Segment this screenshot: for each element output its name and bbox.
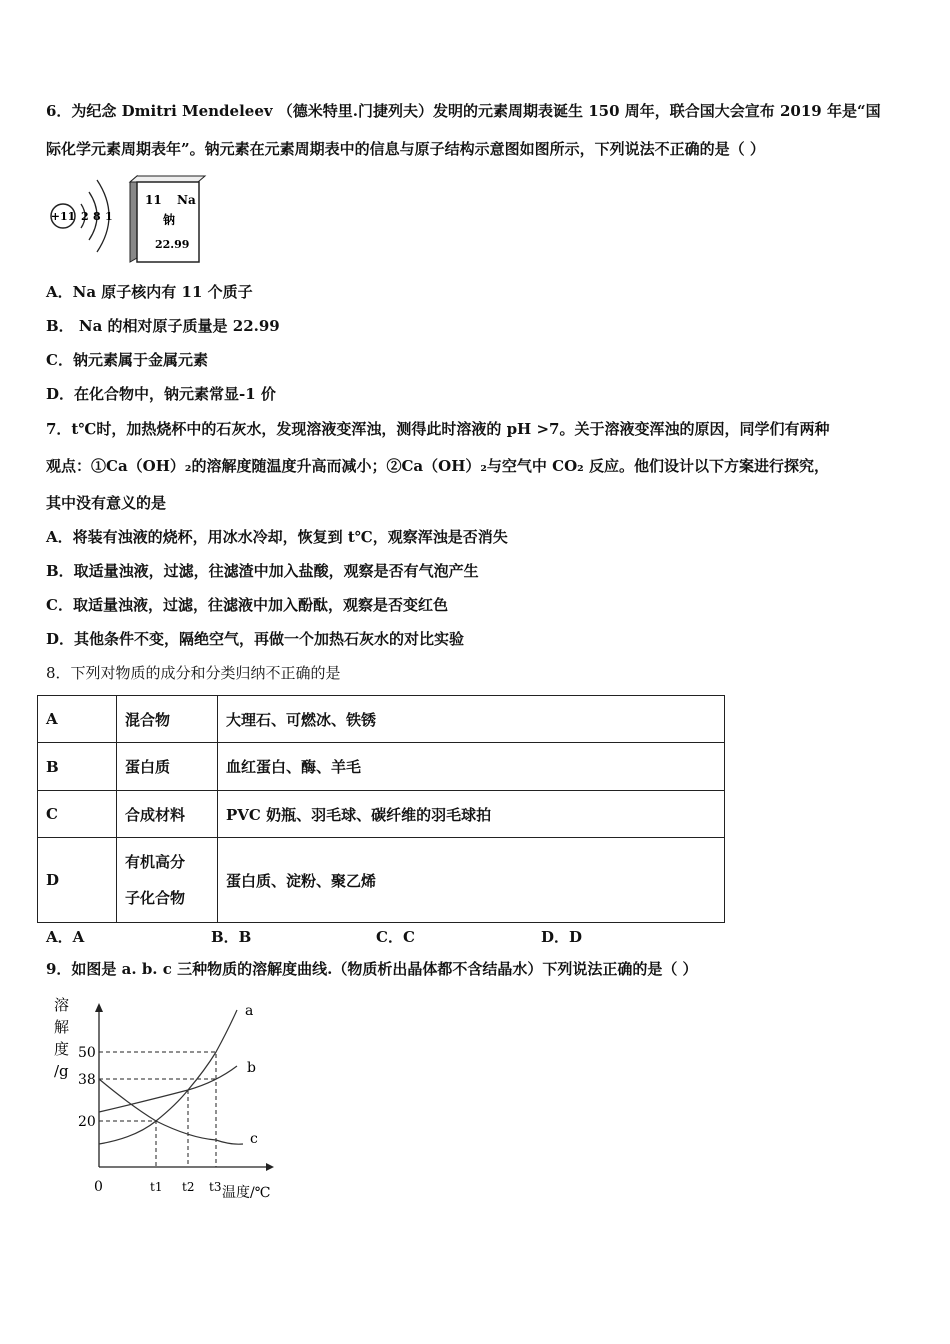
x-label: 温度/℃	[222, 1185, 271, 1201]
cell: A	[38, 696, 117, 743]
element-name: 钠	[163, 213, 176, 227]
q6-stem-line1: 6．为纪念 Dmitri Mendeleev （德米特里.门捷列夫）发明的元素周期表诞生 150 周年，联合国大会宣布 2019 年是“国	[46, 102, 881, 120]
cell: D	[38, 838, 117, 923]
q6-option-d: D．在化合物中，钠元素常显-1 价	[46, 385, 276, 403]
cell: 混合物	[117, 696, 218, 743]
q6-option-b: B． Na 的相对原子质量是 22.99	[46, 317, 280, 335]
table-row	[38, 743, 725, 791]
q6-stem-line2: 际化学元素周期表年”。钠元素在元素周期表中的信息与原子结构示意图如图所示，下列说法不正确的是（ ）	[46, 140, 765, 158]
x-tick: t1	[150, 1180, 163, 1194]
x-tick: t2	[182, 1180, 195, 1194]
cell-line: 子化合物	[125, 889, 186, 907]
q8-table	[37, 695, 725, 923]
table-row	[38, 696, 725, 743]
nucleus-charge: +11	[50, 210, 76, 223]
element-symbol: Na	[177, 193, 196, 207]
x-tick: 0	[94, 1179, 103, 1195]
curve-c	[99, 1079, 243, 1144]
q7-option-d: D．其他条件不变，隔绝空气，再做一个加热石灰水的对比实验	[46, 630, 465, 648]
q8-answer-c: C．C	[376, 928, 415, 946]
y-label-char: 解	[54, 1018, 70, 1036]
y-label-char: /g	[54, 1062, 69, 1080]
table-row	[38, 791, 725, 838]
q7-stem-line2: 观点：①Ca（OH）₂的溶解度随温度升高而减小；②Ca（OH）₂与空气中 CO₂ 反应。他们设计以下方案进行探究，	[46, 457, 829, 475]
shell-1: 2	[81, 210, 89, 223]
cell: C	[38, 791, 117, 838]
cell-line: 有机高分	[125, 853, 186, 871]
q8-answer-b: B．B	[211, 928, 252, 946]
cell: 蛋白质	[117, 743, 218, 791]
cell: 血红蛋白、酶、羊毛	[218, 743, 725, 791]
q7-option-c: C．取适量浊液，过滤，往滤液中加入酚酞，观察是否变红色	[46, 596, 448, 614]
cell: PVC 奶瓶、羽毛球、碳纤维的羽毛球拍	[218, 791, 725, 838]
q7-option-b: B．取适量浊液，过滤，往滤渣中加入盐酸，观察是否有气泡产生	[46, 562, 479, 580]
cell: 蛋白质、淀粉、聚乙烯	[218, 838, 725, 923]
cell: 合成材料	[117, 791, 218, 838]
cell: B	[38, 743, 117, 791]
q7-stem-line1: 7．t℃时，加热烧杯中的石灰水，发现溶液变浑浊，测得此时溶液的 pH >7。关于溶液变浑浊的原因，同学们有两种	[46, 420, 830, 438]
y-label-char: 溶	[54, 996, 70, 1014]
cell	[117, 838, 218, 923]
y-label-char: 度	[54, 1040, 70, 1058]
q8-answer-d: D．D	[541, 928, 583, 946]
curve-label-b: b	[247, 1060, 256, 1076]
y-tick: 20	[78, 1114, 96, 1130]
q6-option-a: A．Na 原子核内有 11 个质子	[46, 283, 253, 301]
q7-option-a: A．将装有浊液的烧杯，用冰水冷却，恢复到 t℃，观察浑浊是否消失	[46, 528, 508, 546]
q7-stem-line3: 其中没有意义的是	[46, 494, 167, 512]
table-row	[38, 838, 725, 923]
sodium-figure	[45, 172, 215, 267]
atomic-number: 11	[145, 193, 162, 207]
curve-label-a: a	[245, 1003, 254, 1019]
curve-label-c: c	[250, 1131, 258, 1147]
solubility-graph	[40, 990, 290, 1205]
cell: 大理石、可燃冰、铁锈	[218, 696, 725, 743]
y-tick: 50	[78, 1045, 96, 1061]
shell-2: 8	[93, 210, 101, 223]
x-tick: t3	[209, 1180, 222, 1194]
q8-stem: 8．下列对物质的成分和分类归纳不正确的是	[46, 664, 341, 682]
y-tick: 38	[78, 1072, 96, 1088]
q8-answer-a: A．A	[46, 928, 85, 946]
q9-stem: 9．如图是 a. b. c 三种物质的溶解度曲线.（物质析出晶体都不含结晶水）下列说法正确的是（ ）	[46, 960, 698, 978]
atomic-mass: 22.99	[155, 238, 190, 251]
shell-3: 1	[105, 210, 113, 223]
y-label	[54, 996, 69, 1080]
q6-option-c: C．钠元素属于金属元素	[46, 351, 208, 369]
